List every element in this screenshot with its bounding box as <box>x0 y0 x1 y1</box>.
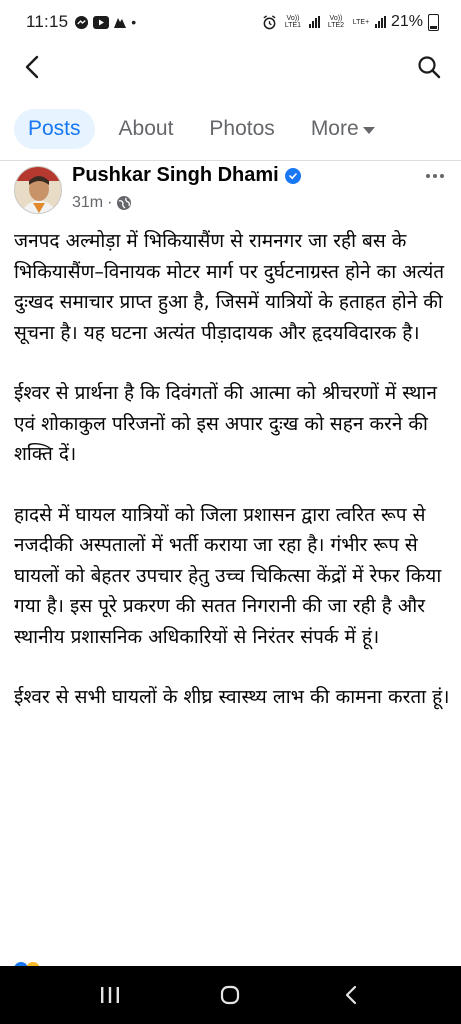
app-notification-icon <box>113 16 127 29</box>
tab-about[interactable] <box>107 109 186 149</box>
meta-separator: · <box>107 194 113 211</box>
more-notifications-dot: • <box>131 14 137 30</box>
sim1-label: Vo)) LTE1 <box>284 15 302 29</box>
back-nav-button[interactable] <box>331 975 371 1015</box>
alarm-icon <box>262 15 277 30</box>
status-bar <box>0 0 461 44</box>
tab-photos-label: Photos <box>209 117 275 140</box>
top-nav <box>0 44 461 90</box>
search-icon <box>417 55 441 79</box>
sim2-label: Vo)) LTE2 <box>327 15 345 29</box>
tab-about-label: About <box>118 117 174 140</box>
dot-icon <box>433 174 437 178</box>
tabs-divider <box>0 160 461 161</box>
tab-posts-label: Posts <box>28 117 81 140</box>
post-meta <box>72 194 132 212</box>
youtube-icon <box>93 16 109 29</box>
chevron-left-icon <box>24 55 40 79</box>
tab-more-label: More <box>310 117 359 140</box>
post-paragraph-4: ईश्वर से सभी घायलों के शीघ्र स्वास्थ्य लाभ की कामना करता हूं। <box>14 686 450 708</box>
signal-strength-icon-2 <box>375 16 386 28</box>
status-left <box>26 12 136 32</box>
dot-icon <box>426 174 430 178</box>
tab-photos[interactable] <box>197 109 286 149</box>
recent-apps-button[interactable] <box>90 975 130 1015</box>
home-icon <box>219 984 241 1006</box>
caret-down-icon <box>363 127 375 134</box>
post-paragraph-3: हादसे में घायल यात्रियों को जिला प्रशासन द्वारा त्वरित रूप से नजदीकी अस्पतालों में भर्ती कराया जा रहा है। गंभीर रूप से घायलों को बेहतर उपचार हेतु उच्च चिकित्सा केंद्रों में रेफर किया गया है। इस पूरे प्रकरण की सतत निगरानी की जा रही है और स्थानीय प्रशासनिक अधिकारियों से निरंतर संपर्क में हूं। <box>14 503 442 648</box>
battery-icon <box>428 14 439 31</box>
post-author[interactable] <box>72 164 301 187</box>
back-arrow-icon <box>344 984 358 1006</box>
battery-percent: 21% <box>390 13 423 30</box>
globe-icon <box>116 195 132 211</box>
dot-icon <box>440 174 444 178</box>
search-button[interactable] <box>415 53 443 81</box>
verified-badge-icon <box>285 168 301 184</box>
post-timestamp[interactable]: 31m <box>72 194 104 211</box>
messenger-icon <box>74 15 89 30</box>
lte-plus-label: LTE+ <box>352 18 370 26</box>
post-header <box>14 164 449 218</box>
status-time: 11:15 <box>26 12 69 31</box>
post-options-button[interactable] <box>421 166 449 186</box>
tab-posts[interactable] <box>14 109 95 149</box>
profile-tabs <box>0 105 461 153</box>
notification-icons <box>74 14 136 30</box>
post-paragraph-1: जनपद अल्मोड़ा में भिकियासैंण से रामनगर जा रही बस के भिकियासैंण–विनायक मोटर मार्ग पर दुर्घटनाग्रस्त होने का अत्यंत दुःखद समाचार प्राप्त हुआ है, जिसमें यात्रियों के हताहत होने की सूचना है। यह घटना अत्यंत पीड़ादायक और हृदयविदारक है। <box>14 230 445 344</box>
signal-strength-icon <box>309 16 320 28</box>
home-button[interactable] <box>210 975 250 1015</box>
post-paragraph-2: ईश्वर से प्रार्थना है कि दिवंगतों की आत्मा को श्रीचरणों में स्थान एवं शोकाकुल परिजनों को इस अपार दुःख को सहन करने की शक्ति दें। <box>14 382 437 465</box>
profile-photo <box>15 167 62 214</box>
tab-more[interactable] <box>299 109 387 149</box>
post-body <box>14 226 454 743</box>
recent-apps-icon <box>99 985 121 1005</box>
android-nav-bar <box>0 966 461 1024</box>
back-button[interactable] <box>18 53 46 81</box>
author-name: Pushkar Singh Dhami <box>72 164 279 186</box>
status-right <box>262 13 439 31</box>
avatar[interactable] <box>14 166 62 214</box>
